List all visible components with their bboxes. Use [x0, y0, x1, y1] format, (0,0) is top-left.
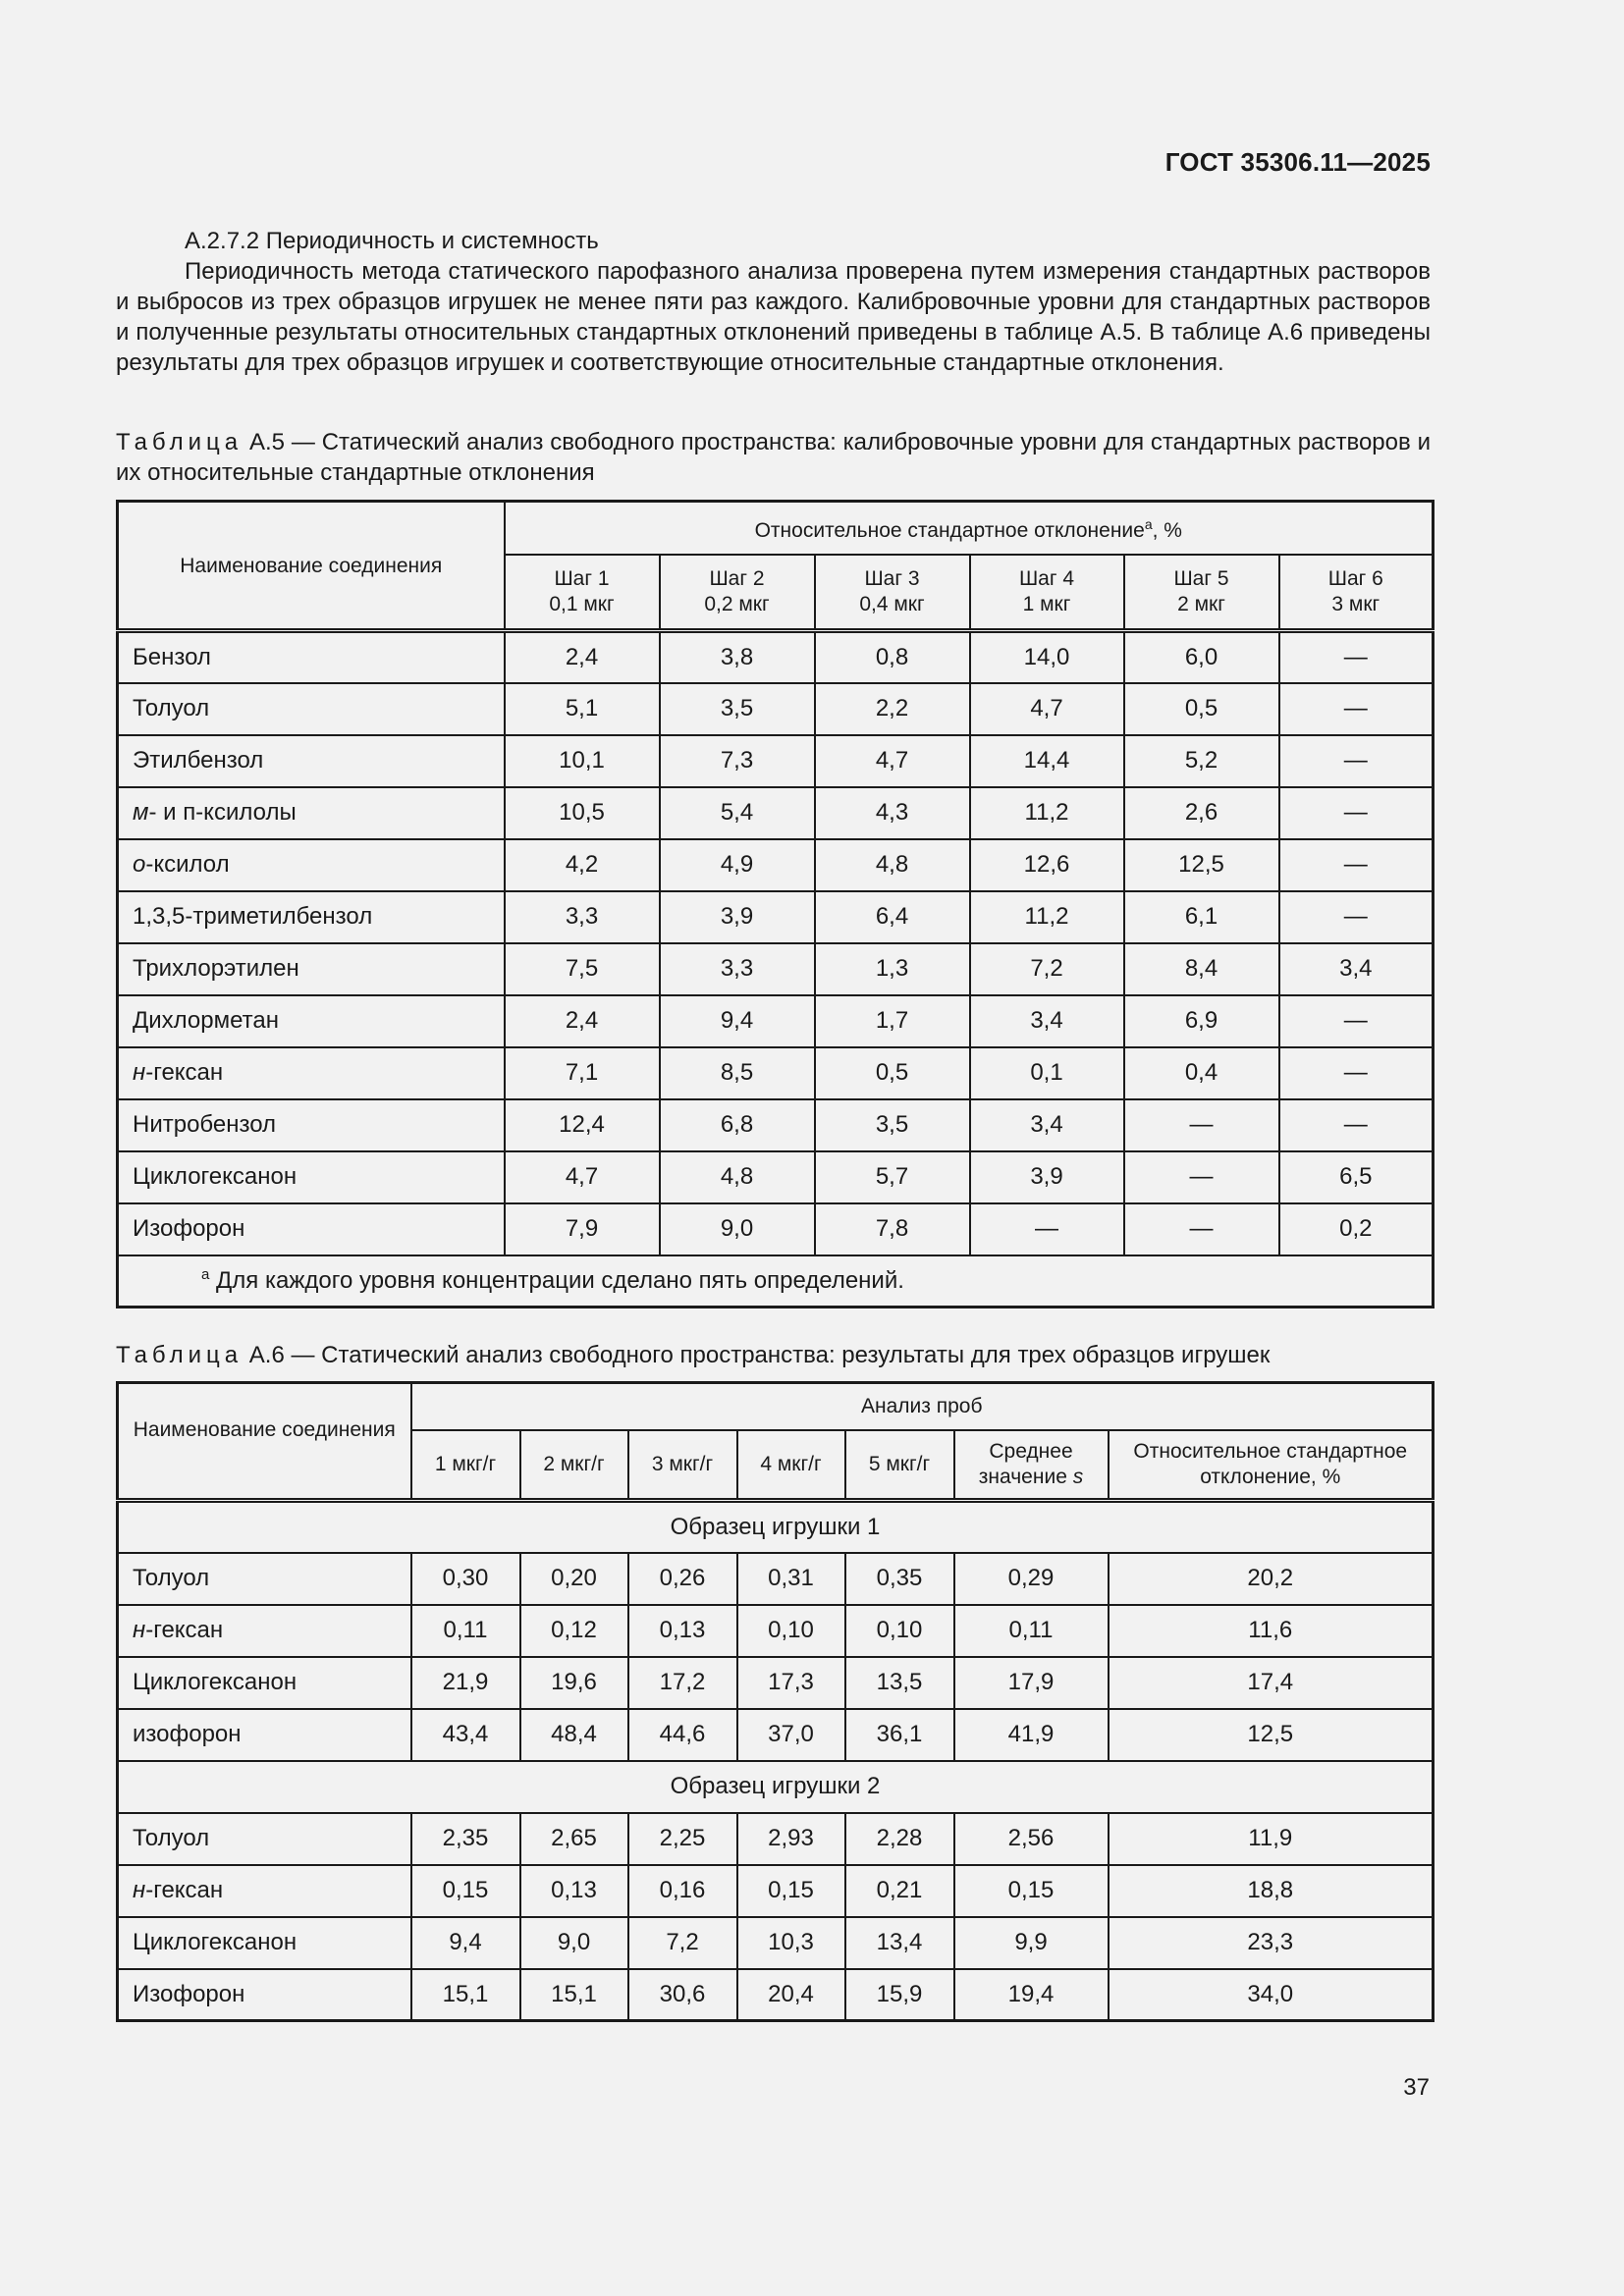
compound-name: Изофорон [118, 1203, 505, 1255]
table-cell: 12,6 [970, 839, 1124, 891]
table-row [118, 1865, 1434, 1917]
table-cell: 0,2 [1279, 1203, 1434, 1255]
table-cell: 20,2 [1109, 1553, 1434, 1605]
table-a6-column-header: 4 мкг/г [737, 1430, 845, 1501]
table-cell: 3,4 [970, 1099, 1124, 1151]
table-row [118, 787, 1434, 839]
table-cell: — [1279, 1047, 1434, 1099]
table-cell: 0,35 [845, 1553, 954, 1605]
table-cell: 17,9 [954, 1657, 1109, 1709]
compound-name: м- и п-ксилолы [118, 787, 505, 839]
table-cell: 2,56 [954, 1813, 1109, 1865]
table-row [118, 1047, 1434, 1099]
table-row [118, 631, 1434, 683]
compound-name: Изофорон [118, 1969, 411, 2021]
table-a5-step-header: Шаг 4 1 мкг [970, 555, 1124, 631]
table-cell: 6,5 [1279, 1151, 1434, 1203]
table-cell: 21,9 [411, 1657, 520, 1709]
group-row [118, 1761, 1434, 1813]
table-cell: 30,6 [628, 1969, 737, 2021]
table-cell: 3,5 [660, 683, 815, 735]
table-cell: 11,6 [1109, 1605, 1434, 1657]
table-cell: 2,2 [815, 683, 970, 735]
table-cell: 6,9 [1124, 995, 1279, 1047]
table-cell: 15,1 [520, 1969, 628, 2021]
table-cell: 9,4 [660, 995, 815, 1047]
table-cell: 0,30 [411, 1553, 520, 1605]
table-cell: 17,3 [737, 1657, 845, 1709]
table-cell: — [1279, 631, 1434, 683]
compound-name: Дихлорметан [118, 995, 505, 1047]
table-row [118, 683, 1434, 735]
table-cell: 17,4 [1109, 1657, 1434, 1709]
compound-name: Толуол [118, 683, 505, 735]
table-cell: — [1279, 683, 1434, 735]
table-cell: 0,10 [737, 1605, 845, 1657]
table-a6-rsd-header: Относительное стандартное отклонение, % [1109, 1430, 1434, 1501]
table-cell: 5,2 [1124, 735, 1279, 787]
table-a6-caption-text: А.6 — Статический анализ свободного пространства: результаты для трех образцов игрушек [248, 1342, 1271, 1368]
table-cell: 7,1 [505, 1047, 660, 1099]
table-cell: 6,1 [1124, 891, 1279, 943]
table-cell: 14,4 [970, 735, 1124, 787]
section-heading: А.2.7.2 Периодичность и системность [185, 228, 599, 254]
table-cell: 13,5 [845, 1657, 954, 1709]
compound-name: Толуол [118, 1813, 411, 1865]
table-cell: 7,8 [815, 1203, 970, 1255]
table-row [118, 1813, 1434, 1865]
table-row [118, 943, 1434, 995]
compound-name: о-ксилол [118, 839, 505, 891]
table-cell: 19,4 [954, 1969, 1109, 2021]
table-cell: 10,1 [505, 735, 660, 787]
table-a5-step-header: Шаг 5 2 мкг [1124, 555, 1279, 631]
table-a6-label: Таблица [116, 1342, 244, 1368]
table-cell: 23,3 [1109, 1917, 1434, 1969]
table-cell: 20,4 [737, 1969, 845, 2021]
table-row [118, 1203, 1434, 1255]
table-cell: 0,15 [954, 1865, 1109, 1917]
table-cell: — [970, 1203, 1124, 1255]
table-row [118, 1605, 1434, 1657]
table-cell: — [1124, 1151, 1279, 1203]
table-a5-step-header: Шаг 2 0,2 мкг [660, 555, 815, 631]
table-cell: 3,9 [660, 891, 815, 943]
table-row [118, 1709, 1434, 1761]
table-cell: 0,16 [628, 1865, 737, 1917]
table-row [118, 1099, 1434, 1151]
table-cell: 44,6 [628, 1709, 737, 1761]
table-cell: 0,29 [954, 1553, 1109, 1605]
table-cell: 0,4 [1124, 1047, 1279, 1099]
table-a6-column-header: 1 мкг/г [411, 1430, 520, 1501]
table-a5-footnote: $^а$ Для каждого уровня концентрации сделано пять определений. [118, 1255, 1434, 1308]
table-cell: 9,4 [411, 1917, 520, 1969]
table-cell: 6,4 [815, 891, 970, 943]
table-cell: 2,93 [737, 1813, 845, 1865]
table-cell: 11,2 [970, 891, 1124, 943]
table-cell: 1,3 [815, 943, 970, 995]
table-a5-caption [116, 427, 1431, 488]
table-cell: 4,8 [815, 839, 970, 891]
compound-name: Толуол [118, 1553, 411, 1605]
table-cell: 0,11 [411, 1605, 520, 1657]
table-cell: 8,5 [660, 1047, 815, 1099]
table-cell: 12,5 [1109, 1709, 1434, 1761]
compound-name: н-гексан [118, 1605, 411, 1657]
table-cell: 3,4 [970, 995, 1124, 1047]
table-cell: 7,9 [505, 1203, 660, 1255]
table-a5-caption-text: А.5 — Статический анализ свободного пространства: калибровочные уровни для стандартных растворов и их относительные стандартные отклонения [116, 429, 1431, 486]
table-cell: — [1279, 735, 1434, 787]
table-cell: 0,15 [737, 1865, 845, 1917]
table-cell: 34,0 [1109, 1969, 1434, 2021]
table-row [118, 839, 1434, 891]
table-cell: 4,3 [815, 787, 970, 839]
table-a6-column-header: 5 мкг/г [845, 1430, 954, 1501]
table-cell: 7,3 [660, 735, 815, 787]
compound-name: н-гексан [118, 1047, 505, 1099]
table-cell: 10,5 [505, 787, 660, 839]
table-cell: 3,8 [660, 631, 815, 683]
table-cell: 9,9 [954, 1917, 1109, 1969]
compound-name: Бензол [118, 631, 505, 683]
table-cell: 0,12 [520, 1605, 628, 1657]
table-cell: 15,9 [845, 1969, 954, 2021]
compound-name: Трихлорэтилен [118, 943, 505, 995]
compound-name: Нитробензол [118, 1099, 505, 1151]
table-cell: 12,5 [1124, 839, 1279, 891]
section-periodicity [116, 226, 1431, 378]
table-cell: 0,13 [520, 1865, 628, 1917]
table-cell: — [1279, 891, 1434, 943]
sample-group-title: Образец игрушки 2 [118, 1761, 1434, 1813]
table-cell: 6,8 [660, 1099, 815, 1151]
table-a6-mean-header: Среднее значение s [954, 1430, 1109, 1501]
table-cell: — [1279, 839, 1434, 891]
table-cell: — [1279, 995, 1434, 1047]
table-cell: 7,5 [505, 943, 660, 995]
table-cell: 2,4 [505, 995, 660, 1047]
table-cell: 3,4 [1279, 943, 1434, 995]
table-cell: 11,2 [970, 787, 1124, 839]
table-cell: 2,6 [1124, 787, 1279, 839]
compound-name: изофорон [118, 1709, 411, 1761]
table-cell: — [1124, 1099, 1279, 1151]
table-cell: 0,5 [815, 1047, 970, 1099]
table-cell: 3,5 [815, 1099, 970, 1151]
table-cell: 5,1 [505, 683, 660, 735]
table-cell: 0,11 [954, 1605, 1109, 1657]
table-cell: 9,0 [660, 1203, 815, 1255]
table-cell: 8,4 [1124, 943, 1279, 995]
table-cell: 4,7 [505, 1151, 660, 1203]
table-a5-step-header: Шаг 1 0,1 мкг [505, 555, 660, 631]
table-row [118, 1657, 1434, 1709]
compound-name: Циклогексанон [118, 1657, 411, 1709]
table-cell: 0,5 [1124, 683, 1279, 735]
compound-name: Циклогексанон [118, 1151, 505, 1203]
table-cell: 2,28 [845, 1813, 954, 1865]
table-a6 [116, 1381, 1435, 2022]
table-a5 [116, 500, 1435, 1308]
table-row [118, 735, 1434, 787]
table-cell: 10,3 [737, 1917, 845, 1969]
table-cell: 0,26 [628, 1553, 737, 1605]
group-row [118, 1501, 1434, 1553]
table-cell: 17,2 [628, 1657, 737, 1709]
table-cell: 5,7 [815, 1151, 970, 1203]
table-cell: 3,3 [660, 943, 815, 995]
table-a5-label: Таблица [116, 429, 244, 455]
compound-name: 1,3,5-триметилбензол [118, 891, 505, 943]
table-cell: 4,2 [505, 839, 660, 891]
table-a6-group-header: Анализ проб [411, 1383, 1434, 1430]
table-cell: 41,9 [954, 1709, 1109, 1761]
table-cell: 19,6 [520, 1657, 628, 1709]
table-cell: 4,9 [660, 839, 815, 891]
table-cell: 4,7 [815, 735, 970, 787]
table-a5-step-header: Шаг 3 0,4 мкг [815, 555, 970, 631]
table-row [118, 1969, 1434, 2021]
table-cell: 0,21 [845, 1865, 954, 1917]
table-cell: 0,8 [815, 631, 970, 683]
table-cell: 0,15 [411, 1865, 520, 1917]
table-cell: 0,20 [520, 1553, 628, 1605]
table-cell: 3,3 [505, 891, 660, 943]
table-cell: 0,10 [845, 1605, 954, 1657]
table-row [118, 995, 1434, 1047]
table-cell: 0,13 [628, 1605, 737, 1657]
table-cell: 5,4 [660, 787, 815, 839]
table-row [118, 891, 1434, 943]
section-paragraph: Периодичность метода статического парофазного анализа проверена путем измерения стандартных растворов и выбросов из трех образцов игрушек не менее пяти раз каждого. Калибровочные уровни для стандартных растворов и полученные результаты относительных стандартных отклонений приведены в таблице А.5. В таблице А.6 приведены результаты для трех образцов игрушек и соответствующие относительные стандартные отклонения. [116, 258, 1431, 376]
document-code: ГОСТ 35306.11—2025 [1164, 147, 1431, 177]
table-a6-name-header: Наименование соединения [118, 1383, 411, 1501]
table-cell: 37,0 [737, 1709, 845, 1761]
table-cell: — [1124, 1203, 1279, 1255]
table-cell: 4,8 [660, 1151, 815, 1203]
table-row [118, 1917, 1434, 1969]
table-cell: 18,8 [1109, 1865, 1434, 1917]
compound-name: н-гексан [118, 1865, 411, 1917]
footnote-marker: а [1144, 516, 1153, 533]
compound-name: Циклогексанон [118, 1917, 411, 1969]
table-cell: 1,7 [815, 995, 970, 1047]
table-row [118, 1151, 1434, 1203]
table-cell: 11,9 [1109, 1813, 1434, 1865]
table-cell: 2,35 [411, 1813, 520, 1865]
table-cell: 43,4 [411, 1709, 520, 1761]
table-a5-group-header: Относительное стандартное отклонение$^а$, % [505, 502, 1434, 555]
table-a5-step-header: Шаг 6 3 мкг [1279, 555, 1434, 631]
table-cell: 2,25 [628, 1813, 737, 1865]
sample-group-title: Образец игрушки 1 [118, 1501, 1434, 1553]
table-a6-caption [116, 1340, 1431, 1370]
table-cell: 3,9 [970, 1151, 1124, 1203]
compound-name: Этилбензол [118, 735, 505, 787]
table-cell: 6,0 [1124, 631, 1279, 683]
table-cell: 36,1 [845, 1709, 954, 1761]
table-cell: 14,0 [970, 631, 1124, 683]
table-cell: 7,2 [628, 1917, 737, 1969]
table-cell: 0,31 [737, 1553, 845, 1605]
table-a6-column-header: 3 мкг/г [628, 1430, 737, 1501]
table-cell: 48,4 [520, 1709, 628, 1761]
table-cell: 15,1 [411, 1969, 520, 2021]
table-a6-column-header: 2 мкг/г [520, 1430, 628, 1501]
table-cell: 0,1 [970, 1047, 1124, 1099]
table-cell: 4,7 [970, 683, 1124, 735]
table-cell: 13,4 [845, 1917, 954, 1969]
table-row [118, 1553, 1434, 1605]
table-cell: 12,4 [505, 1099, 660, 1151]
table-a5-name-header: Наименование соединения [118, 502, 505, 631]
table-cell: 2,65 [520, 1813, 628, 1865]
table-cell: — [1279, 1099, 1434, 1151]
table-cell: 2,4 [505, 631, 660, 683]
table-cell: — [1279, 787, 1434, 839]
table-cell: 9,0 [520, 1917, 628, 1969]
table-cell: 7,2 [970, 943, 1124, 995]
page-number: 37 [1403, 2074, 1430, 2101]
